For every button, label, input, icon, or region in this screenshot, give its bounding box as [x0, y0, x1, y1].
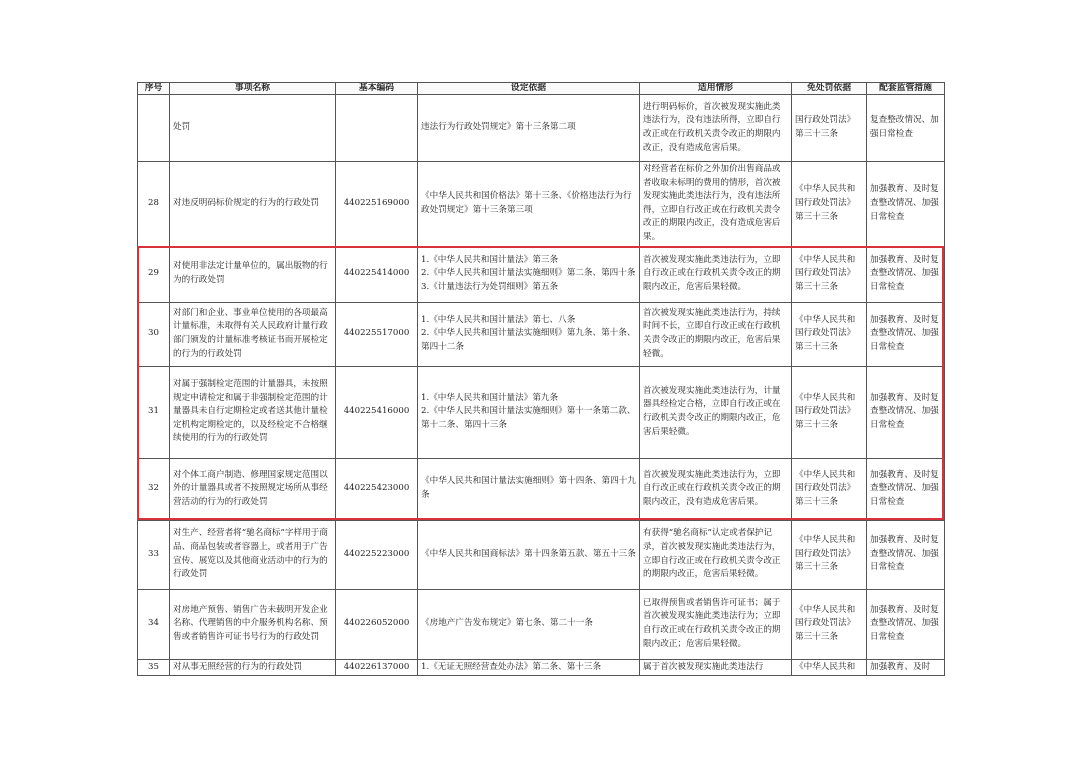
cell-item-name: 对违反明码标价规定的行为的行政处罚 — [170, 162, 336, 247]
cell-number: 30 — [138, 302, 170, 366]
cell-basis — [418, 366, 640, 458]
cell-situation: 有获得“驰名商标”认定或者保护记录，首次被发现实施此类违法行为，立即自行改正或在行政机关责令改正的期限内改正，危害后果轻微。 — [640, 520, 792, 589]
table-row — [138, 302, 945, 366]
cell-measures: 加强教育、及时 — [867, 659, 945, 676]
header-cell-item-name: 事项名称 — [170, 83, 336, 95]
cell-situation: 首次被发现实施此类违法行为，持续时间不长，立即自行改正或在行政机关责令改正的期限内改正，危害后果轻微。 — [640, 302, 792, 366]
cell-measures: 加强教育、及时复查整改情况、加强日常检查 — [867, 366, 945, 458]
table-row — [138, 95, 945, 162]
cell-basis — [418, 162, 640, 247]
table-row — [138, 659, 945, 676]
table-row — [138, 520, 945, 589]
cell-situation: 进行明码标价，首次被发现实施此类违法行为，没有违法所得，立即自行改正或在行政机关责令改正的期限内改正，没有造成危害后果。 — [640, 95, 792, 162]
table-row — [138, 589, 945, 659]
cell-item-name: 对属于强制检定范围的计量器具，未按照规定申请检定和属于非强制检定范围的计量器具未自行定期检定或者送其他计量检定机构定期检定的，以及经检定不合格继续使用的行为的行政处罚 — [170, 366, 336, 458]
cell-situation: 已取得预售或者销售许可证书；属于首次被发现实施此类违法行为；立即自行改正或在行政机关责令改正的期限内改正；危害后果轻微。 — [640, 589, 792, 659]
header-cell-number: 序号 — [138, 83, 170, 95]
cell-item-name: 对房地产预售、销售广告未载明开发企业名称、代理销售的中介服务机构名称、预售或者销售许可证书号行为的行政处罚 — [170, 589, 336, 659]
cell-item-name: 对生产、经营者将“驰名商标”字样用于商品、商品包装或者容器上，或者用于广告宣传、展览以及其他商业活动中的行为的行政处罚 — [170, 520, 336, 589]
cell-number: 31 — [138, 366, 170, 458]
cell-code: 440225169000 — [336, 162, 418, 247]
basis-line: 《中华人民共和国商标法》第十四条第五款、第五十三条 — [421, 548, 636, 559]
basis-line: 3.《计量违法行为处罚细则》第五条 — [421, 281, 559, 292]
cell-situation: 首次被发现实施此类违法行为，立即自行改正或在行政机关责令改正的期限内改正，没有造成危害后果。 — [640, 458, 792, 520]
cell-number — [138, 95, 170, 162]
cell-code — [336, 95, 418, 162]
cell-measures: 加强教育、及时复查整改情况、加强日常检查 — [867, 162, 945, 247]
basis-line: 《房地产广告发布规定》第七条、第二十一条 — [421, 618, 593, 629]
cell-item-name: 处罚 — [170, 95, 336, 162]
basis-line: 1.《中华人民共和国计量法》第七、八条 — [421, 314, 576, 325]
cell-exemption: 《中华人民共和国行政处罚法》第三十三条 — [792, 162, 867, 247]
header-cell-exemption: 免处罚依据 — [792, 83, 867, 95]
cell-exemption: 《中华人民共和国行政处罚法》第三十三条 — [792, 589, 867, 659]
basis-line: 1.《无证无照经营查处办法》第二条、第十三条 — [421, 661, 602, 672]
cell-basis — [418, 589, 640, 659]
cell-number: 32 — [138, 458, 170, 520]
table-body — [138, 95, 945, 676]
header-cell-situation: 适用情形 — [640, 83, 792, 95]
cell-number: 29 — [138, 246, 170, 302]
header-row — [138, 83, 945, 95]
cell-item-name: 对从事无照经营的行为的行政处罚 — [170, 659, 336, 676]
cell-code: 440226052000 — [336, 589, 418, 659]
header-cell-measures: 配套监管措施 — [867, 83, 945, 95]
cell-item-name: 对个体工商户制造、修理国家规定范围以外的计量器具或者不按照规定场所从事经营活动的行为的行政处罚 — [170, 458, 336, 520]
cell-basis — [418, 302, 640, 366]
header-cell-basis: 设定依据 — [418, 83, 640, 95]
cell-code: 440225416000 — [336, 366, 418, 458]
cell-measures: 加强教育、及时复查整改情况、加强日常检查 — [867, 246, 945, 302]
cell-measures: 复查整改情况、加强日常检查 — [867, 95, 945, 162]
cell-exemption: 《中华人民共和国行政处罚法》第三十三条 — [792, 520, 867, 589]
basis-line: 违法行为行政处罚规定》第十三条第二项 — [421, 122, 576, 133]
cell-number: 34 — [138, 589, 170, 659]
cell-basis — [418, 458, 640, 520]
cell-situation: 属于首次被发现实施此类违法行 — [640, 659, 792, 676]
cell-code: 440225223000 — [336, 520, 418, 589]
header-cell-code: 基本编码 — [336, 83, 418, 95]
cell-number: 33 — [138, 520, 170, 589]
cell-code: 440225414000 — [336, 246, 418, 302]
cell-measures: 加强教育、及时复查整改情况、加强日常检查 — [867, 589, 945, 659]
basis-line: 《中华人民共和国计量法实施细则》第十四条、第四十九条 — [421, 476, 636, 501]
basis-line: 《中华人民共和国价格法》第十三条、《价格违法行为行政处罚规定》第十三条第三项 — [421, 191, 632, 215]
table-row — [138, 162, 945, 247]
cell-exemption: 《中华人民共和国行政处罚法》第三十三条 — [792, 246, 867, 302]
cell-basis — [418, 95, 640, 162]
cell-situation: 首次被发现实施此类违法行为，立即自行改正或在行政机关责令改正的期限内改正，危害后果轻微。 — [640, 246, 792, 302]
cell-code: 440225423000 — [336, 458, 418, 520]
cell-number: 35 — [138, 659, 170, 676]
cell-basis — [418, 520, 640, 589]
cell-measures: 加强教育、及时复查整改情况、加强日常检查 — [867, 302, 945, 366]
cell-item-name: 对使用非法定计量单位的，属出版物的行为的行政处罚 — [170, 246, 336, 302]
cell-exemption: 《中华人民共和 — [792, 659, 867, 676]
regulation-table — [137, 82, 945, 676]
cell-measures: 加强教育、及时复查整改情况、加强日常检查 — [867, 458, 945, 520]
cell-code: 440226137000 — [336, 659, 418, 676]
cell-situation: 对经营者在标价之外加价出售商品或者收取未标明的费用的情形，首次被发现实施此类违法行为，没有违法所得，立即自行改正或在行政机关责令改正的期限内改正，没有造成危害后果。 — [640, 162, 792, 247]
basis-line: 1.《中华人民共和国计量法》第三条 — [421, 254, 559, 265]
cell-exemption: 《中华人民共和国行政处罚法》第三十三条 — [792, 302, 867, 366]
basis-line: 1.《中华人民共和国计量法》第九条 — [421, 392, 559, 403]
table-row — [138, 366, 945, 458]
cell-number: 28 — [138, 162, 170, 247]
basis-line: 2.《中华人民共和国计量法实施细则》第九条、第十条、第四十二条 — [421, 328, 636, 352]
cell-basis — [418, 659, 640, 676]
cell-measures: 加强教育、及时复查整改情况、加强日常检查 — [867, 520, 945, 589]
basis-line: 2.《中华人民共和国计量法实施细则》第十一条第二款、第十二条、第四十三条 — [421, 406, 636, 430]
cell-situation: 首次被发现实施此类违法行为，计量器具经检定合格，立即自行改正或在行政机关责令改正的期限内改正，危害后果轻微。 — [640, 366, 792, 458]
cell-basis — [418, 246, 640, 302]
cell-code: 440225517000 — [336, 302, 418, 366]
table-row — [138, 246, 945, 302]
basis-line: 2.《中华人民共和国计量法实施细则》第二条、第四十条 — [421, 268, 636, 279]
cell-exemption: 国行政处罚法》第三十三条 — [792, 95, 867, 162]
cell-exemption: 《中华人民共和国行政处罚法》第三十三条 — [792, 366, 867, 458]
cell-exemption: 《中华人民共和国行政处罚法》第三十三条 — [792, 458, 867, 520]
cell-item-name: 对部门和企业、事业单位使用的各项最高计量标准，未取得有关人民政府计量行政部门颁发的计量标准考核证书而开展检定的行为的行政处罚 — [170, 302, 336, 366]
table-row — [138, 458, 945, 520]
